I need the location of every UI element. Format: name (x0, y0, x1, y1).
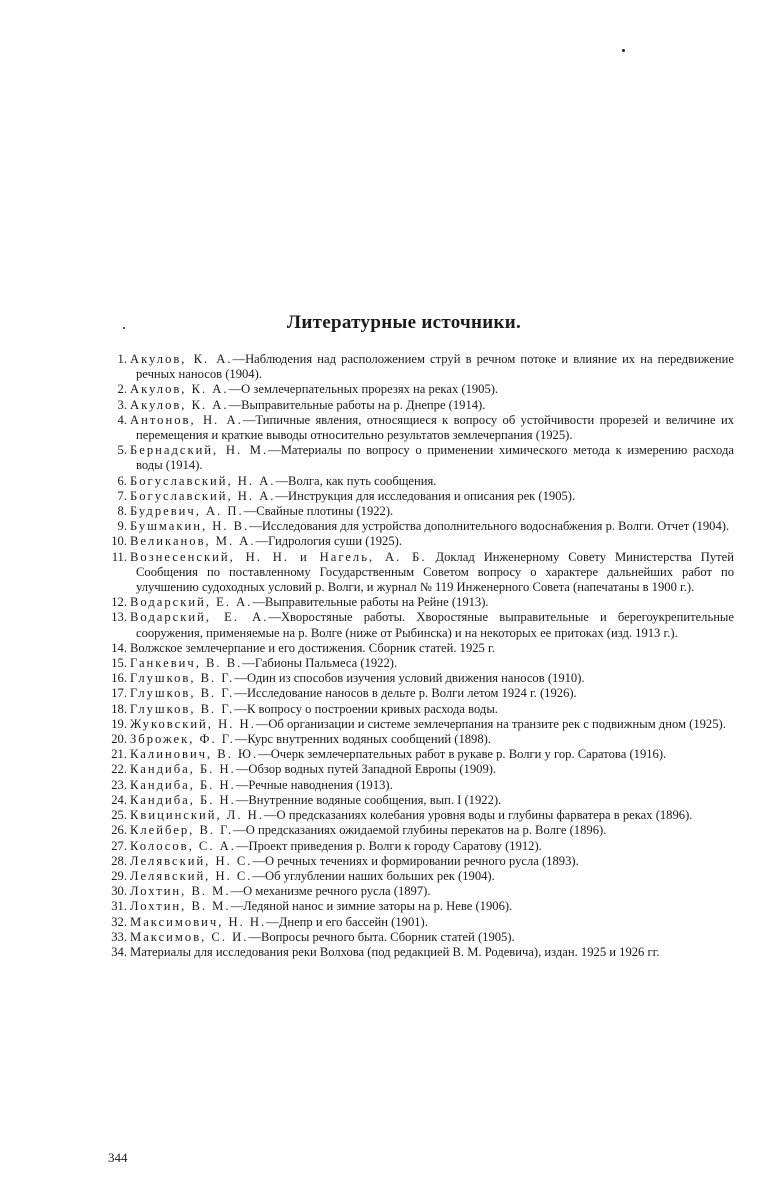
reference-text: —Типичные явления, относящиеся к вопросу об устойчивости прорезей и величине их перемещения и краткие выводы относительно результатов землечерпания (1925). (136, 412, 734, 443)
reference-text: —Об углублении наших больших рек (1904). (252, 868, 495, 883)
reference-text: Волжское землечерпание и его достижения. Сборник статей. 1925 г. (130, 640, 495, 655)
reference-text: —Об организации и системе землечерпания на транзите рек с подвижным дном (1925). (255, 716, 726, 731)
reference-body (130, 610, 734, 640)
page-title: Литературные источники. (286, 312, 522, 333)
reference-number: 15. (111, 656, 127, 671)
reference-number: 20. (111, 732, 127, 747)
reference-number: 2. (117, 382, 127, 397)
reference-item (107, 884, 734, 899)
reference-author: Вознесенский, Н. Н. и Нагель, А. Б. (130, 549, 427, 564)
reference-author: Великанов, М. А. (130, 534, 256, 549)
reference-item (107, 823, 734, 838)
reference-item (107, 352, 734, 382)
reference-item (107, 762, 734, 777)
reference-author: Зброжек, Ф. Г. (130, 732, 235, 747)
reference-text: —Курс внутренних водяных сообщений (1898). (234, 732, 491, 747)
reference-body (130, 808, 734, 823)
reference-number: 14. (111, 640, 127, 655)
reference-text: —Внутренние водяные сообщения, вып. I (1922). (235, 792, 502, 807)
reference-text: —Выправительные работы на Рейне (1913). (252, 595, 489, 610)
reference-text: —О механизме речного русла (1897). (230, 884, 431, 899)
reference-item (107, 413, 734, 443)
reference-number: 23. (111, 777, 127, 792)
reference-number: 6. (117, 473, 127, 488)
reference-number: 32. (111, 914, 127, 929)
reference-body (130, 884, 734, 899)
reference-item (107, 671, 734, 686)
reference-body (130, 732, 734, 747)
reference-number: 21. (111, 747, 127, 762)
reference-item (107, 550, 734, 596)
reference-text: —Днепр и его бассейн (1901). (266, 914, 428, 929)
reference-author: Лелявский, Н. С. (130, 853, 253, 868)
reference-body (130, 899, 734, 914)
reference-item (107, 747, 734, 762)
reference-text: Доклад Инженерному Совету Министерства Путей Сообщения по поставленному Государственным Советом вопросу о характере дальнейших работ по улучшению судоходных условий р. Волги, и журнал № 119 Инженерного Совета (напечатаны в 1900 г.). (136, 549, 734, 595)
reference-body (130, 443, 734, 473)
reference-item (107, 778, 734, 793)
reference-body (130, 398, 734, 413)
reference-item (107, 382, 734, 397)
reference-author: Будревич, А. П. (130, 504, 244, 519)
reference-number: 4. (117, 412, 127, 427)
reference-author: Ганкевич, В. В. (130, 656, 243, 671)
reference-item (107, 641, 734, 656)
reference-text: —Габионы Пальмеса (1922). (242, 656, 398, 671)
reference-body (130, 595, 734, 610)
print-speck (622, 49, 625, 52)
reference-item (107, 930, 734, 945)
reference-author: Антонов, Н. А. (130, 412, 243, 427)
reference-text: —Вопросы речного быта. Сборник статей (1905). (248, 929, 515, 944)
reference-text: —Один из способов изучения условий движения наносов (1910). (234, 671, 585, 686)
reference-author: Колосов, С. А. (130, 838, 236, 853)
reference-number: 22. (111, 762, 127, 777)
reference-number: 7. (117, 488, 127, 503)
reference-body (130, 930, 734, 945)
reference-body (130, 839, 734, 854)
reference-body (130, 945, 734, 960)
reference-number: 5. (117, 443, 127, 458)
reference-text: —Обзор водных путей Западной Европы (1909). (235, 762, 497, 777)
reference-text: —Исследование наносов в дельте р. Волги летом 1924 г. (1926). (234, 686, 577, 701)
reference-body (130, 915, 734, 930)
reference-text: —Выправительные работы на р. Днепре (1914). (228, 397, 486, 412)
reference-item (107, 732, 734, 747)
reference-text: —К вопросу о построении кривых расхода воды. (234, 701, 498, 716)
reference-item (107, 686, 734, 701)
reference-author: Бушмакин, Н. В. (130, 519, 250, 534)
reference-item (107, 398, 734, 413)
reference-item (107, 945, 734, 960)
reference-author: Жуковский, Н. Н. (130, 716, 256, 731)
reference-author: Кандиба, Б. Н. (130, 762, 236, 777)
reference-item (107, 474, 734, 489)
reference-number: 34. (111, 944, 127, 959)
reference-number: 3. (117, 397, 127, 412)
reference-author: Лохтин, В. М. (130, 884, 231, 899)
reference-body (130, 671, 734, 686)
reference-number: 26. (111, 823, 127, 838)
reference-author: Максимов, С. И. (130, 929, 249, 944)
reference-author: Глушков, В. Г. (130, 701, 235, 716)
reference-body (130, 534, 734, 549)
reference-number: 17. (111, 686, 127, 701)
reference-number: 13. (111, 610, 127, 625)
reference-author: Водарский, Е. А. (130, 595, 253, 610)
reference-text: —Гидрология суши (1925). (255, 534, 402, 549)
reference-author: Лелявский, Н. С. (130, 868, 253, 883)
reference-number: 1. (117, 352, 127, 366)
reference-author: Кандиба, Б. Н. (130, 777, 236, 792)
reference-author: Водарский, Е. А. (130, 610, 269, 625)
reference-body (130, 762, 734, 777)
reference-number: 11. (111, 549, 127, 564)
reference-item (107, 793, 734, 808)
page-number: 344 (108, 1150, 128, 1165)
reference-body (130, 823, 734, 838)
reference-author: Клейбер, В. Г. (130, 823, 234, 838)
reference-author: Глушков, В. Г. (130, 671, 235, 686)
reference-body (130, 382, 734, 397)
reference-item (107, 534, 734, 549)
reference-text: —О предсказаниях ожидаемой глубины перекатов на р. Волге (1896). (233, 823, 607, 838)
reference-body (130, 686, 734, 701)
reference-item (107, 702, 734, 717)
reference-author: Максимович, Н. Н. (130, 914, 267, 929)
reference-author: Богуславский, Н. А. (130, 473, 276, 488)
reference-item (107, 519, 734, 534)
reference-text: —Очерк землечерпательных работ в рукаве р. Волги у гор. Саратова (1916). (258, 747, 667, 762)
reference-number: 8. (117, 504, 127, 519)
reference-text: —Материалы по вопросу о применении химического метода к измерению расхода воды (1914). (136, 443, 734, 473)
reference-text: —Инструкция для исследования и описания рек (1905). (275, 488, 576, 503)
reference-body (130, 352, 734, 382)
reference-author: Богуславский, Н. А. (130, 488, 276, 503)
reference-item (107, 595, 734, 610)
reference-author: Бернадский, Н. М. (130, 443, 269, 458)
reference-item (107, 899, 734, 914)
reference-body (130, 474, 734, 489)
reference-body (130, 702, 734, 717)
reference-body (130, 519, 734, 534)
reference-author: Акулов, К. А. (130, 397, 229, 412)
reference-author: Лохтин, В. М. (130, 899, 231, 914)
reference-item (107, 656, 734, 671)
reference-body (130, 489, 734, 504)
reference-text: —О речных течениях и формировании речного русла (1893). (252, 853, 579, 868)
reference-text: —Свайные плотины (1922). (243, 504, 394, 519)
reference-author: Калинович, В. Ю. (130, 747, 259, 762)
reference-item (107, 808, 734, 823)
reference-item (107, 489, 734, 504)
reference-body (130, 413, 734, 443)
reference-body (130, 656, 734, 671)
reference-list (107, 352, 734, 960)
reference-text: —Речные наводнения (1913). (235, 777, 393, 792)
reference-item (107, 610, 734, 640)
reference-number: 28. (111, 853, 127, 868)
reference-number: 18. (111, 701, 127, 716)
reference-text: —Наблюдения над расположением струй в речном потоке и влияние их на передвижение речных наносов (1904). (136, 352, 734, 382)
reference-number: 24. (111, 792, 127, 807)
reference-author: Акулов, К. А. (130, 352, 233, 366)
reference-text: —Хворостяные работы. Хворостяные выправительные и берегоукрепительные сооружения, применяемые на р. Волге (ниже от Рыбинска) и на некоторых ее притоках (изд. 1913 г.). (136, 610, 734, 640)
reference-author: Кандиба, Б. Н. (130, 792, 236, 807)
reference-number: 9. (117, 519, 127, 534)
reference-text: —О землечерпательных прорезях на реках (1905). (228, 382, 499, 397)
reference-number: 10. (111, 534, 127, 549)
reference-item (107, 915, 734, 930)
reference-number: 16. (111, 671, 127, 686)
reference-body (130, 778, 734, 793)
reference-body (130, 550, 734, 596)
reference-number: 29. (111, 868, 127, 883)
reference-number: 33. (111, 929, 127, 944)
reference-item (107, 504, 734, 519)
reference-text: —О предсказаниях колебания уровня воды и глубины фарватера в реках (1896). (263, 808, 693, 823)
reference-item (107, 839, 734, 854)
reference-item (107, 869, 734, 884)
reference-text: Материалы для исследования реки Волхова (под редакцией В. М. Родевича), издан. 1925 и 1926 гг. (130, 944, 660, 959)
reference-body (130, 641, 734, 656)
reference-text: —Волга, как путь сообщения. (275, 473, 437, 488)
reference-item (107, 717, 734, 732)
reference-body (130, 793, 734, 808)
reference-author: Акулов, К. А. (130, 382, 229, 397)
reference-body (130, 717, 734, 732)
reference-body (130, 747, 734, 762)
reference-number: 31. (111, 899, 127, 914)
reference-item (107, 854, 734, 869)
reference-number: 27. (111, 838, 127, 853)
reference-body (130, 504, 734, 519)
reference-text: —Проект приведения р. Волги к городу Саратову (1912). (235, 838, 542, 853)
reference-author: Глушков, В. Г. (130, 686, 235, 701)
reference-body (130, 854, 734, 869)
reference-number: 12. (111, 595, 127, 610)
reference-number: 30. (111, 884, 127, 899)
reference-item (107, 443, 734, 473)
reference-text: —Исследования для устройства дополнительного водоснабжения р. Волги. Отчет (1904). (249, 519, 730, 534)
reference-body (130, 869, 734, 884)
reference-text: —Ледяной нанос и зимние заторы на р. Неве (1906). (230, 899, 513, 914)
reference-number: 25. (111, 808, 127, 823)
reference-number: 19. (111, 716, 127, 731)
reference-author: Квицинский, Л. Н. (130, 808, 264, 823)
